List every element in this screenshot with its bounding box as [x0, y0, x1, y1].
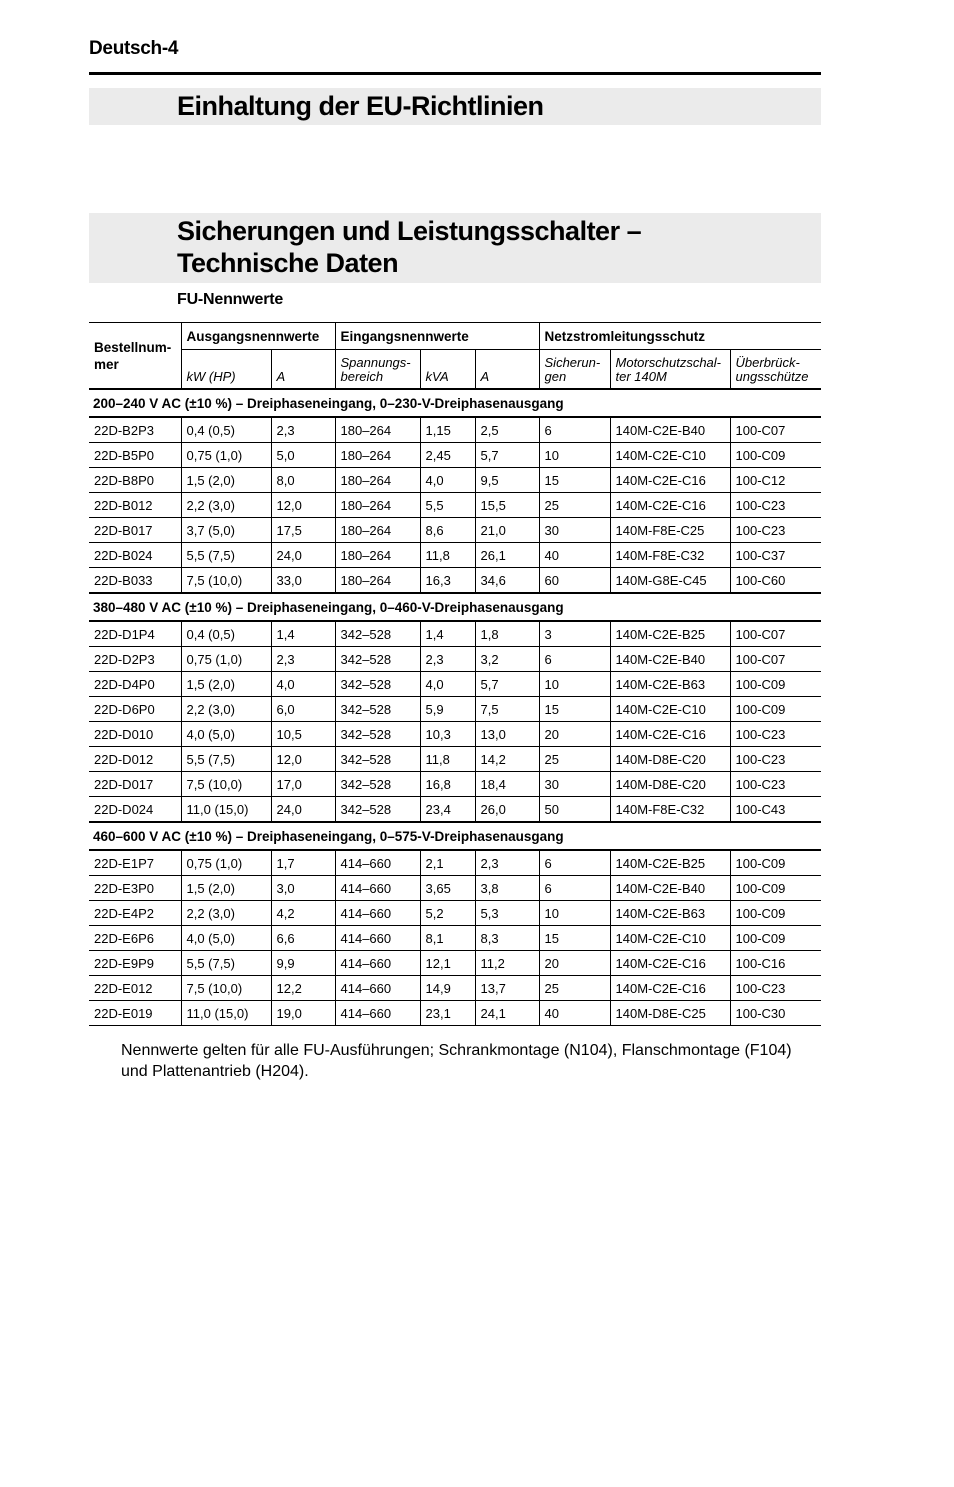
table-cell: 22D-D012: [89, 747, 181, 772]
table-cell: 24,0: [271, 543, 335, 568]
table-cell: 22D-B033: [89, 568, 181, 594]
table-cell: 414–660: [335, 876, 420, 901]
table-cell: 4,0 (5,0): [181, 722, 271, 747]
table-cell: 2,2 (3,0): [181, 697, 271, 722]
table-cell: 100-C23: [730, 772, 821, 797]
table-cell: 22D-D024: [89, 797, 181, 823]
table-cell: 23,4: [420, 797, 475, 823]
table-cell: 10: [539, 672, 610, 697]
table-cell: 100-C07: [730, 647, 821, 672]
table-cell: 3,0: [271, 876, 335, 901]
table-row: [89, 493, 821, 518]
table-cell: 414–660: [335, 951, 420, 976]
table-cell: 1,7: [271, 850, 335, 876]
table-cell: 6: [539, 417, 610, 443]
table-row: [89, 926, 821, 951]
table-cell: 100-C23: [730, 747, 821, 772]
voltage-section-title: 380–480 V AC (±10 %) – Dreiphaseneingang, 0–460-V-Dreiphasenausgang: [89, 593, 821, 621]
table-cell: 23,1: [420, 1001, 475, 1026]
group-header-ausgang: Ausgangsnennwerte: [181, 323, 335, 350]
voltage-section-row: [89, 389, 821, 417]
table-cell: 5,5: [420, 493, 475, 518]
table-cell: 5,5 (7,5): [181, 543, 271, 568]
table-cell: 11,8: [420, 543, 475, 568]
voltage-section-row: [89, 593, 821, 621]
table-cell: 14,9: [420, 976, 475, 1001]
table-cell: 16,8: [420, 772, 475, 797]
col-header-a-out: A: [271, 350, 335, 390]
table-cell: 15: [539, 697, 610, 722]
table-cell: 22D-B2P3: [89, 417, 181, 443]
table-cell: 40: [539, 1001, 610, 1026]
table-cell: 22D-B012: [89, 493, 181, 518]
table-row: [89, 747, 821, 772]
section-heading-fuses: [177, 215, 641, 279]
table-cell: 22D-E012: [89, 976, 181, 1001]
table-cell: 18,4: [475, 772, 539, 797]
table-cell: 414–660: [335, 1001, 420, 1026]
ratings-table-body: [89, 389, 821, 1026]
table-cell: 2,45: [420, 443, 475, 468]
table-cell: 11,0 (15,0): [181, 1001, 271, 1026]
table-cell: 13,0: [475, 722, 539, 747]
voltage-section-row: [89, 822, 821, 850]
table-cell: 5,3: [475, 901, 539, 926]
table-cell: 26,0: [475, 797, 539, 823]
table-cell: 11,2: [475, 951, 539, 976]
table-cell: 4,0: [271, 672, 335, 697]
table-cell: 50: [539, 797, 610, 823]
table-cell: 5,5 (7,5): [181, 747, 271, 772]
table-cell: 1,5 (2,0): [181, 876, 271, 901]
table-cell: 1,8: [475, 621, 539, 647]
table-cell: 24,0: [271, 797, 335, 823]
table-row: [89, 976, 821, 1001]
voltage-section-title: 460–600 V AC (±10 %) – Dreiphaseneingang, 0–575-V-Dreiphasenausgang: [89, 822, 821, 850]
table-cell: 25: [539, 976, 610, 1001]
table-cell: 140M-F8E-C25: [610, 518, 730, 543]
col-header-a-in: A: [475, 350, 539, 390]
table-cell: 22D-D1P4: [89, 621, 181, 647]
table-cell: 140M-C2E-B25: [610, 621, 730, 647]
table-row: [89, 797, 821, 823]
table-cell: 22D-E3P0: [89, 876, 181, 901]
table-cell: 22D-D010: [89, 722, 181, 747]
table-cell: 1,5 (2,0): [181, 468, 271, 493]
table-cell: 5,0: [271, 443, 335, 468]
table-cell: 15,5: [475, 493, 539, 518]
table-row: [89, 468, 821, 493]
table-cell: 140M-D8E-C25: [610, 1001, 730, 1026]
table-cell: 19,0: [271, 1001, 335, 1026]
table-cell: 8,6: [420, 518, 475, 543]
table-cell: 10: [539, 443, 610, 468]
table-cell: 9,9: [271, 951, 335, 976]
table-cell: 12,2: [271, 976, 335, 1001]
table-cell: 8,1: [420, 926, 475, 951]
table-cell: 2,3: [271, 417, 335, 443]
table-cell: 12,0: [271, 493, 335, 518]
table-cell: 140M-C2E-C16: [610, 468, 730, 493]
table-cell: 140M-C2E-C16: [610, 493, 730, 518]
table-cell: 22D-D4P0: [89, 672, 181, 697]
table-cell: 6,6: [271, 926, 335, 951]
table-cell: 15: [539, 468, 610, 493]
table-cell: 22D-D017: [89, 772, 181, 797]
table-row: [89, 647, 821, 672]
table-row: [89, 543, 821, 568]
table-cell: 140M-C2E-B40: [610, 876, 730, 901]
section-heading-eu: Einhaltung der EU-Richtlinien: [177, 91, 544, 121]
heading-band-2: [89, 213, 821, 283]
col-header-kva: kVA: [420, 350, 475, 390]
table-cell: 7,5 (10,0): [181, 568, 271, 594]
table-cell: 6: [539, 850, 610, 876]
table-subheading: FU-Nennwerte: [177, 291, 284, 308]
table-cell: 12,0: [271, 747, 335, 772]
table-cell: 100-C23: [730, 722, 821, 747]
table-row: [89, 621, 821, 647]
table-cell: 342–528: [335, 722, 420, 747]
footnote: Nennwerte gelten für alle FU-Ausführungen; Schrankmontage (N104), Flanschmontage (F104) und Plattenantrieb (H204).: [121, 1042, 792, 1080]
section-heading-fuses-line1: Sicherungen und Leistungsschalter –: [177, 216, 642, 246]
table-row: [89, 518, 821, 543]
table-cell: 140M-C2E-B40: [610, 647, 730, 672]
col-header-sicherungen: Sicherun- gen: [539, 350, 610, 390]
table-cell: 4,0: [420, 468, 475, 493]
table-cell: 3,7 (5,0): [181, 518, 271, 543]
group-header-eingang: Eingangsnennwerte: [335, 323, 539, 350]
table-cell: 6: [539, 647, 610, 672]
col-header-ueberbrueckung: Überbrück- ungsschütze: [730, 350, 821, 390]
table-cell: 5,5 (7,5): [181, 951, 271, 976]
table-cell: 414–660: [335, 926, 420, 951]
table-cell: 11,0 (15,0): [181, 797, 271, 823]
table-cell: 1,4: [271, 621, 335, 647]
table-cell: 100-C09: [730, 876, 821, 901]
table-cell: 40: [539, 543, 610, 568]
table-cell: 6: [539, 876, 610, 901]
table-row: [89, 443, 821, 468]
table-cell: 100-C12: [730, 468, 821, 493]
table-row: [89, 568, 821, 594]
table-row: [89, 850, 821, 876]
page-label: Deutsch-4: [89, 38, 179, 59]
table-cell: 140M-D8E-C20: [610, 747, 730, 772]
table-cell: 1,15: [420, 417, 475, 443]
table-cell: 0,75 (1,0): [181, 850, 271, 876]
table-cell: 11,8: [420, 747, 475, 772]
table-cell: 9,5: [475, 468, 539, 493]
table-cell: 342–528: [335, 747, 420, 772]
table-cell: 2,2 (3,0): [181, 493, 271, 518]
col-header-motorschutz: Motorschutzschal- ter 140M: [610, 350, 730, 390]
table-cell: 2,3: [475, 850, 539, 876]
table-cell: 0,75 (1,0): [181, 443, 271, 468]
table-cell: 100-C07: [730, 417, 821, 443]
table-cell: 100-C09: [730, 926, 821, 951]
table-cell: 100-C23: [730, 976, 821, 1001]
table-cell: 140M-G8E-C45: [610, 568, 730, 594]
table-cell: 60: [539, 568, 610, 594]
heading-band-1: [89, 88, 821, 125]
table-cell: 2,2 (3,0): [181, 901, 271, 926]
table-cell: 22D-E4P2: [89, 901, 181, 926]
voltage-section-title: 200–240 V AC (±10 %) – Dreiphaseneingang, 0–230-V-Dreiphasenausgang: [89, 389, 821, 417]
table-cell: 140M-C2E-C10: [610, 443, 730, 468]
table-cell: 100-C09: [730, 443, 821, 468]
table-cell: 140M-C2E-C16: [610, 722, 730, 747]
table-cell: 100-C37: [730, 543, 821, 568]
table-cell: 10,3: [420, 722, 475, 747]
table-cell: 100-C23: [730, 493, 821, 518]
table-cell: 22D-B8P0: [89, 468, 181, 493]
table-row: [89, 672, 821, 697]
table-row: [89, 772, 821, 797]
table-cell: 100-C16: [730, 951, 821, 976]
table-cell: 10: [539, 901, 610, 926]
section-heading-fuses-line2: Technische Daten: [177, 248, 399, 278]
table-cell: 180–264: [335, 493, 420, 518]
table-cell: 140M-C2E-C10: [610, 926, 730, 951]
table-cell: 342–528: [335, 647, 420, 672]
table-cell: 10,5: [271, 722, 335, 747]
table-cell: 3: [539, 621, 610, 647]
table-cell: 100-C60: [730, 568, 821, 594]
ratings-table: [89, 322, 821, 1026]
table-cell: 180–264: [335, 568, 420, 594]
table-cell: 180–264: [335, 543, 420, 568]
col-header-bestellnummer: Bestellnum- mer: [89, 323, 181, 390]
table-cell: 6,0: [271, 697, 335, 722]
table-cell: 342–528: [335, 797, 420, 823]
table-cell: 8,0: [271, 468, 335, 493]
table-cell: 17,0: [271, 772, 335, 797]
table-row: [89, 417, 821, 443]
table-cell: 30: [539, 772, 610, 797]
table-cell: 414–660: [335, 850, 420, 876]
table-cell: 8,3: [475, 926, 539, 951]
table-cell: 140M-C2E-C10: [610, 697, 730, 722]
table-cell: 20: [539, 722, 610, 747]
table-cell: 100-C07: [730, 621, 821, 647]
table-cell: 12,1: [420, 951, 475, 976]
table-cell: 140M-C2E-B63: [610, 901, 730, 926]
table-cell: 140M-C2E-B63: [610, 672, 730, 697]
col-header-kw: kW (HP): [181, 350, 271, 390]
table-cell: 100-C09: [730, 697, 821, 722]
table-cell: 22D-B017: [89, 518, 181, 543]
table-cell: 100-C30: [730, 1001, 821, 1026]
table-cell: 16,3: [420, 568, 475, 594]
table-cell: 5,7: [475, 443, 539, 468]
table-cell: 5,9: [420, 697, 475, 722]
table-cell: 342–528: [335, 772, 420, 797]
table-cell: 7,5 (10,0): [181, 772, 271, 797]
table-cell: 140M-C2E-B40: [610, 417, 730, 443]
table-cell: 20: [539, 951, 610, 976]
table-cell: 14,2: [475, 747, 539, 772]
table-cell: 100-C09: [730, 850, 821, 876]
table-cell: 100-C23: [730, 518, 821, 543]
table-cell: 140M-F8E-C32: [610, 797, 730, 823]
table-cell: 1,4: [420, 621, 475, 647]
table-cell: 24,1: [475, 1001, 539, 1026]
table-row: [89, 876, 821, 901]
table-cell: 26,1: [475, 543, 539, 568]
table-row: [89, 697, 821, 722]
table-row: [89, 951, 821, 976]
table-cell: 2,3: [271, 647, 335, 672]
table-cell: 22D-E1P7: [89, 850, 181, 876]
table-cell: 22D-E019: [89, 1001, 181, 1026]
table-cell: 3,8: [475, 876, 539, 901]
table-cell: 100-C09: [730, 672, 821, 697]
table-cell: 1,5 (2,0): [181, 672, 271, 697]
table-cell: 180–264: [335, 468, 420, 493]
table-cell: 4,0: [420, 672, 475, 697]
table-cell: 100-C43: [730, 797, 821, 823]
table-cell: 0,4 (0,5): [181, 417, 271, 443]
table-cell: 22D-B5P0: [89, 443, 181, 468]
table-cell: 34,6: [475, 568, 539, 594]
table-cell: 100-C09: [730, 901, 821, 926]
table-cell: 3,2: [475, 647, 539, 672]
table-cell: 342–528: [335, 621, 420, 647]
table-cell: 140M-D8E-C20: [610, 772, 730, 797]
table-cell: 22D-D6P0: [89, 697, 181, 722]
table-cell: 140M-C2E-C16: [610, 951, 730, 976]
table-cell: 2,1: [420, 850, 475, 876]
table-cell: 15: [539, 926, 610, 951]
table-cell: 3,65: [420, 876, 475, 901]
table-cell: 2,3: [420, 647, 475, 672]
table-cell: 25: [539, 493, 610, 518]
table-cell: 22D-E9P9: [89, 951, 181, 976]
table-cell: 7,5 (10,0): [181, 976, 271, 1001]
group-header-netz: Netzstromleitungsschutz: [539, 323, 821, 350]
table-cell: 0,75 (1,0): [181, 647, 271, 672]
table-cell: 13,7: [475, 976, 539, 1001]
table-cell: 414–660: [335, 901, 420, 926]
table-cell: 21,0: [475, 518, 539, 543]
table-cell: 22D-B024: [89, 543, 181, 568]
table-cell: 180–264: [335, 443, 420, 468]
table-cell: 342–528: [335, 672, 420, 697]
table-row: [89, 1001, 821, 1026]
table-cell: 140M-F8E-C32: [610, 543, 730, 568]
table-cell: 4,0 (5,0): [181, 926, 271, 951]
table-cell: 180–264: [335, 518, 420, 543]
table-cell: 22D-D2P3: [89, 647, 181, 672]
table-cell: 22D-E6P6: [89, 926, 181, 951]
table-cell: 4,2: [271, 901, 335, 926]
table-cell: 0,4 (0,5): [181, 621, 271, 647]
table-cell: 2,5: [475, 417, 539, 443]
table-cell: 180–264: [335, 417, 420, 443]
table-cell: 25: [539, 747, 610, 772]
table-row: [89, 722, 821, 747]
table-cell: 414–660: [335, 976, 420, 1001]
table-row: [89, 901, 821, 926]
table-cell: 17,5: [271, 518, 335, 543]
col-header-spannung: Spannungs- bereich: [335, 350, 420, 390]
table-cell: 33,0: [271, 568, 335, 594]
table-cell: 7,5: [475, 697, 539, 722]
table-cell: 5,7: [475, 672, 539, 697]
table-cell: 342–528: [335, 697, 420, 722]
header-rule: [89, 72, 821, 75]
table-cell: 140M-C2E-B25: [610, 850, 730, 876]
table-cell: 5,2: [420, 901, 475, 926]
table-cell: 140M-C2E-C16: [610, 976, 730, 1001]
table-cell: 30: [539, 518, 610, 543]
